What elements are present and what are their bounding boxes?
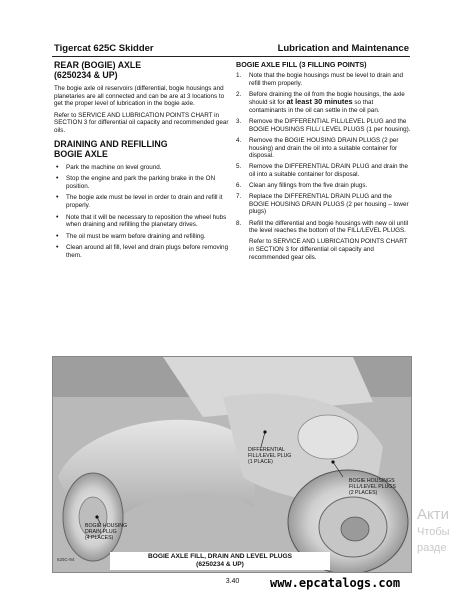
callout-bogie-drain: BOGIE HOUSING DRAIN PLUG (4 PLACES) <box>85 523 128 541</box>
bullet-item <box>54 194 229 209</box>
step-text: Replace the DIFFERENTIAL DRAIN PLUG and the BOGIE HOUSING DRAIN PLUGS (2 per housing – lower plugs) <box>249 193 409 216</box>
bullet-icon: • <box>56 232 59 240</box>
differential-cover <box>298 415 358 459</box>
intro-paragraph: The bogie axle oil reservoirs (differential, bogie housings and planetaries are all connected and can be are at 3 locations to get the proper level of lubrication in the bogie axle. <box>54 85 225 108</box>
page-number: 3.40 <box>225 578 240 585</box>
callout-bogie-fill: BOGIE HOUSINGS FILL/LEVEL PLUGS (2 PLACES) <box>349 478 396 496</box>
step-text: Remove the DIFFERENTIAL DRAIN PLUG and drain the oil into a suitable container for disposal. <box>249 163 408 178</box>
left-column <box>54 60 229 264</box>
bullet-text: Stop the engine and park the parking brake in the ON position. <box>66 175 216 190</box>
closing-reference: Refer to SERVICE AND LUBRICATION POINTS CHART in SECTION 3 for differential oil capacity and recommended gear oils. <box>249 238 408 261</box>
leader-dot-drain <box>95 515 98 518</box>
bullet-item <box>54 214 229 229</box>
section-title-bogie-fill: BOGIE AXLE FILL (3 FILLING POINTS) <box>236 60 367 69</box>
title-line-2: (6250234 & UP) <box>54 70 118 80</box>
bullet-text: Clean around all fill, level and drain plugs before removing them. <box>66 244 229 259</box>
bullet-icon: • <box>56 213 59 221</box>
step-item <box>236 220 412 235</box>
leader-dot-diff <box>263 430 266 433</box>
step-number: 1. <box>236 72 242 79</box>
figure-caption: BOGIE AXLE FILL, DRAIN AND LEVEL PLUGS (6250234 & UP) <box>110 552 330 570</box>
header-section: Lubrication and Maintenance <box>277 43 409 54</box>
bullet-text: Note that it will be necessary to reposition the wheel hubs when draining and refilling the planetary drives. <box>66 213 227 229</box>
activation-overlay <box>417 506 450 556</box>
bullet-item <box>54 233 229 241</box>
bullet-icon: • <box>56 194 59 202</box>
drain-title-line-2: BOGIE AXLE <box>54 148 108 159</box>
step-number: 2. <box>236 90 242 98</box>
bullet-text: Park the machine on level ground. <box>66 163 162 171</box>
step-text-tail: so that contaminants in the oil can settle in the oil pan. <box>249 99 380 114</box>
step-item <box>236 72 412 87</box>
title-line-1: REAR (BOGIE) AXLE <box>54 60 142 70</box>
step-number: 7. <box>236 193 242 201</box>
right-column <box>236 60 412 261</box>
step-item <box>236 91 412 115</box>
step-emphasis: at least 30 minutes <box>286 97 353 107</box>
bullet-icon: • <box>56 175 59 183</box>
step-item <box>236 163 412 178</box>
axle-photo <box>52 356 412 573</box>
section-title-rear-axle <box>54 60 229 80</box>
fill-steps <box>236 72 412 235</box>
step-text: Refill the differential and bogie housings with new oil until the level reaches the bottom of the FILL/LEVEL PLUGS. <box>249 219 409 235</box>
step-text: Before draining the oil from the bogie housings, the axle should sit for <box>249 90 405 107</box>
callout-differential-fill: DIFFERENTIAL FILL/LEVEL PLUG (1 PLACE) <box>248 447 292 465</box>
figure-code: 625C-94 <box>57 557 75 562</box>
watermark-url: www.epcatalogs.com <box>270 576 401 590</box>
bullet-item <box>54 164 229 172</box>
step-number: 3. <box>236 118 242 126</box>
step-number: 8. <box>236 219 242 227</box>
step-text: Clean any fillings from the five drain plugs. <box>249 182 368 190</box>
reference-paragraph: Refer to SERVICE AND LUBRICATION POINTS CHART in SECTION 3 for differential oil capacity and recommended gear oils. <box>54 111 229 134</box>
header-rule <box>52 56 410 57</box>
step-item <box>236 137 412 160</box>
step-item <box>236 182 412 190</box>
step-item <box>236 193 412 216</box>
step-item <box>236 118 412 133</box>
activation-line-2: Чтобы <box>417 526 450 538</box>
bullet-item <box>54 175 229 190</box>
step-number: 6. <box>236 182 242 190</box>
step-text: Note that the bogie housings must be level to drain and refill them properly. <box>249 72 404 87</box>
activation-line-1: Акти <box>417 506 449 523</box>
right-hub-center <box>341 517 369 541</box>
bullet-icon: • <box>56 163 59 171</box>
drain-title-line-1: DRAINING AND REFILLING <box>54 138 168 149</box>
leader-dot-fill <box>331 460 334 463</box>
header-title: Tigercat 625C Skidder <box>54 43 154 54</box>
bullet-item <box>54 244 229 259</box>
activation-line-3: разде <box>417 542 447 554</box>
step-number: 5. <box>236 163 242 171</box>
bullet-text: The oil must be warm before draining and refilling. <box>66 232 206 240</box>
bullet-text: The bogie axle must be level in order to drain and refill it properly. <box>66 194 223 209</box>
draining-bullets <box>54 164 229 260</box>
step-text: Remove the DIFFERENTIAL FILL/LEVEL PLUG and the BOGIE HOUSINGS FILL/ LEVEL PLUGS (1 per housing). <box>249 118 411 133</box>
section-title-draining <box>54 139 229 159</box>
step-text: Remove the BOGIE HOUSING DRAIN PLUGS (2 per housing) and drain the oil into a suitable container for disposal. <box>249 136 399 160</box>
step-number: 4. <box>236 136 242 144</box>
bullet-icon: • <box>56 244 59 252</box>
